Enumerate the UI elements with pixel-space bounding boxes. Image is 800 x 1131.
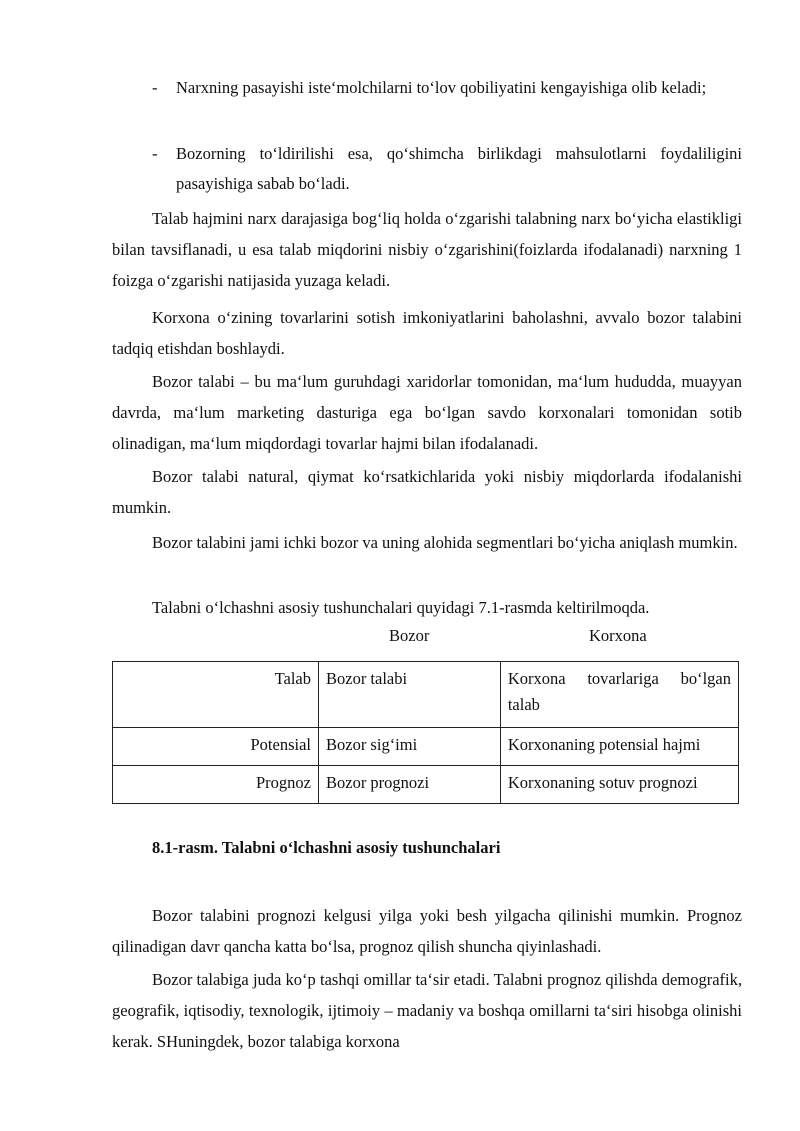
table-row	[113, 662, 739, 728]
bullet-item	[152, 73, 742, 103]
paragraph: Talab hajmini narx darajasiga bog‘liq holda o‘zgarishi talabning narx bo‘yicha elastikligi bilan tavsiflanadi, u esa talab miqdorini nisbiy o‘zgarishini(foizlarda ifodalanadi) narxning 1 foizga o‘zgarishi natijasida yuzaga keladi.	[112, 209, 742, 290]
paragraph: Bozor talabi natural, qiymat ko‘rsatkichlarida yoki nisbiy miqdorlarda ifodalanishi mumkin.	[112, 467, 742, 517]
row-label: Prognoz	[113, 766, 319, 804]
market-cell: Bozor talabi	[318, 662, 500, 728]
bullet-dash: -	[152, 144, 158, 163]
paragraph: Korxona o‘zining tovarlarini sotish imkoniyatlarini baholashni, avvalo bozor talabini tadqiq etishdan boshlaydi.	[112, 308, 742, 358]
paragraph: Bozor talabini jami ichki bozor va uning alohida segmentlari bo‘yicha aniqlash mumkin.	[152, 533, 738, 552]
bullet-text: Narxning pasayishi iste‘molchilarni to‘lov qobiliyatini kengayishiga olib keladi;	[176, 78, 707, 97]
paragraph: Bozor talabi – bu ma‘lum guruhdagi xaridorlar tomonidan, ma‘lum hududda, muayyan davrda, ma‘lum marketing dasturiga ega bo‘lgan savdo korxonalari tomonidan sotib olinadigan, ma‘lum miqdordagi tovarlar hajmi bilan ifodalanadi.	[112, 372, 742, 453]
table-row	[113, 766, 739, 804]
bullet-item	[152, 139, 742, 199]
market-cell: Bozor sig‘imi	[318, 728, 500, 766]
paragraph: Bozor talabini prognozi kelgusi yilga yoki besh yilgacha qilinishi mumkin. Prognoz qilinadigan davr qancha katta bo‘lsa, prognoz qilish shuncha qiyinlashadi.	[112, 906, 742, 956]
company-cell: Korxonaning sotuv prognozi	[500, 766, 738, 804]
paragraph: Bozor talabiga juda ko‘p tashqi omillar ta‘sir etadi. Talabni prognoz qilishda demografik, geografik, iqtisodiy, texnologik, ijtimoiy – madaniy va boshqa omillarni ta‘siri hisobga olinishi kerak. SHuningdek, bozor talabiga korxona	[112, 970, 742, 1051]
table-header-bozor: Bozor	[389, 626, 430, 645]
row-label: Potensial	[113, 728, 319, 766]
company-cell: Korxona tovarlariga bo‘lgan talab	[500, 662, 738, 728]
paragraph: Talabni o‘lchashni asosiy tushunchalari quyidagi 7.1-rasmda keltirilmoqda.	[152, 598, 650, 617]
figure-caption: 8.1-rasm. Talabni o‘lchashni asosiy tushunchalari	[152, 838, 501, 857]
row-label: Talab	[113, 662, 319, 728]
bullet-text: Bozorning to‘ldirilishi esa, qo‘shimcha birlikdagi mahsulotlarni foydaliligini pasayishiga sabab bo‘ladi.	[176, 144, 742, 193]
table-header-korxona: Korxona	[589, 626, 647, 645]
company-cell: Korxonaning potensial hajmi	[500, 728, 738, 766]
table-row	[113, 728, 739, 766]
market-cell: Bozor prognozi	[318, 766, 500, 804]
concepts-table	[112, 661, 739, 804]
bullet-dash: -	[152, 78, 158, 97]
